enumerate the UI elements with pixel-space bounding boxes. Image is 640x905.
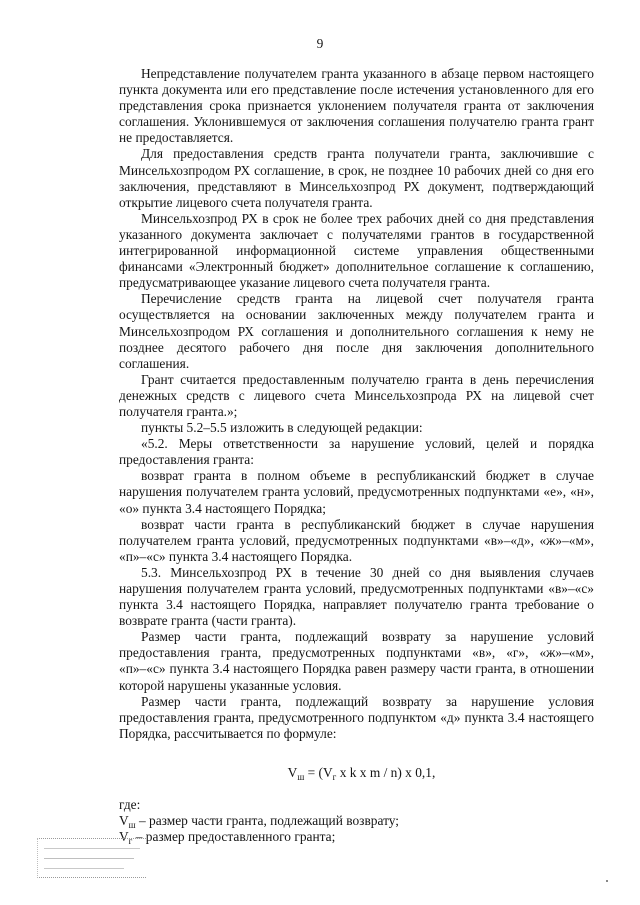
formula-rhs-suffix: х k х m / n) х 0,1, (336, 764, 436, 780)
formula-lhs-subscript: ш (297, 771, 305, 782)
definition-line (119, 813, 594, 829)
definition-subscript: ш (128, 820, 136, 831)
paragraph: Для предоставления средств гранта получатели гранта, заключившие с Минсельхозпродом РХ соглашение, в срок, не позднее 10 рабочих дней со дня его заключения, представляют в Минсельхозпрод РХ документ, подтверждающий открытие лицевого счета получателя гранта. (119, 146, 594, 210)
paragraph: пункты 5.2–5.5 изложить в следующей редакции: (141, 420, 423, 436)
formula (119, 765, 594, 781)
stamp-line (44, 848, 140, 849)
where-label: где: (119, 797, 141, 813)
scan-speck (606, 880, 608, 882)
paragraph: Минсельхозпрод РХ в срок не более трех рабочих дней со дня представления указанного документа заключает с получателями грантов в государственной интегрированной информационной системе управления общественными финансами «Электронный бюджет» дополнительное соглашение к соглашению, предусматривающее указание лицевого счета получателя гранта. (119, 210, 594, 291)
paragraph: Размер части гранта, подлежащий возврату за нарушение условий предоставления гранта, предусмотренных подпунктами «в», «г», «ж»–«м», «п»–«с» пункта 3.4 настоящего Порядка равен размеру части гранта, в отношении которой нарушены указанные условия. (119, 629, 594, 693)
paragraph: Перечисление средств гранта на лицевой счет получателя гранта осуществляется на основании заключенных между получателем гранта и Минсельхозпродом РХ соглашения и дополнительного соглашения к нему не позднее десятого рабочего дня после дня заключения дополнительного соглашения. (119, 291, 594, 371)
paragraph: Грант считается предоставленным получателю гранта в день перечисления денежных средств с лицевого счета Минсельхозпрода РХ на лицевой счет получателя гранта.»; (119, 371, 594, 419)
definition-text: – размер части гранта, подлежащий возврату; (135, 813, 399, 829)
formula-rhs-prefix: = (V (304, 764, 333, 780)
paragraph: «5.2. Меры ответственности за нарушение условий, целей и порядка предоставления гранта: (119, 436, 594, 468)
paragraph: 5.3. Минсельхозпрод РХ в течение 30 дней со дня выявления случаев нарушения получателем гранта условий, предусмотренных подпунктами «в»–«с» пункта 3.4 настоящего Порядка, направляет получателю гранта требование о возврате гранта (части гранта). (119, 564, 594, 629)
stamp-line (44, 868, 124, 869)
formula-rhs-subscript: г (332, 771, 337, 782)
document-body (119, 66, 594, 845)
definition-subscript: г (128, 836, 133, 847)
stamp-line (44, 858, 134, 859)
definition-symbol: V (119, 813, 129, 829)
definition-symbol: V (119, 829, 129, 845)
paragraph: возврат части гранта в республиканский бюджет в случае нарушения получателем гранта условий, предусмотренных подпунктами «в»–«д», «ж»–«м», «п»–«с» пункта 3.4 настоящего Порядка. (119, 516, 594, 564)
paragraph: возврат гранта в полном объеме в республиканский бюджет в случае нарушения получателем гранта условий, предусмотренных подпунктами «е», «н», «о» пункта 3.4 настоящего Порядка; (119, 468, 594, 516)
formula-lhs-symbol: V (287, 764, 298, 780)
paragraph: Непредставление получателем гранта указанного в абзаце первом настоящего пункта документа или его представление после истечения установленного для его представления срока признается уклонением получателя гранта от заключения соглашения. Уклонившемуся от заключения соглашения получателю гранта грант не предоставляется. (119, 66, 594, 146)
paragraph: Размер части гранта, подлежащий возврату за нарушение условия предоставления гранта, предусмотренного подпунктом «д» пункта 3.4 настоящего Порядка, рассчитывается по формуле: (119, 693, 594, 741)
page-number: 9 (316, 36, 324, 51)
definition-text: – размер предоставленного гранта; (132, 829, 336, 845)
faint-stamp (37, 838, 146, 878)
definition-line (119, 829, 594, 845)
